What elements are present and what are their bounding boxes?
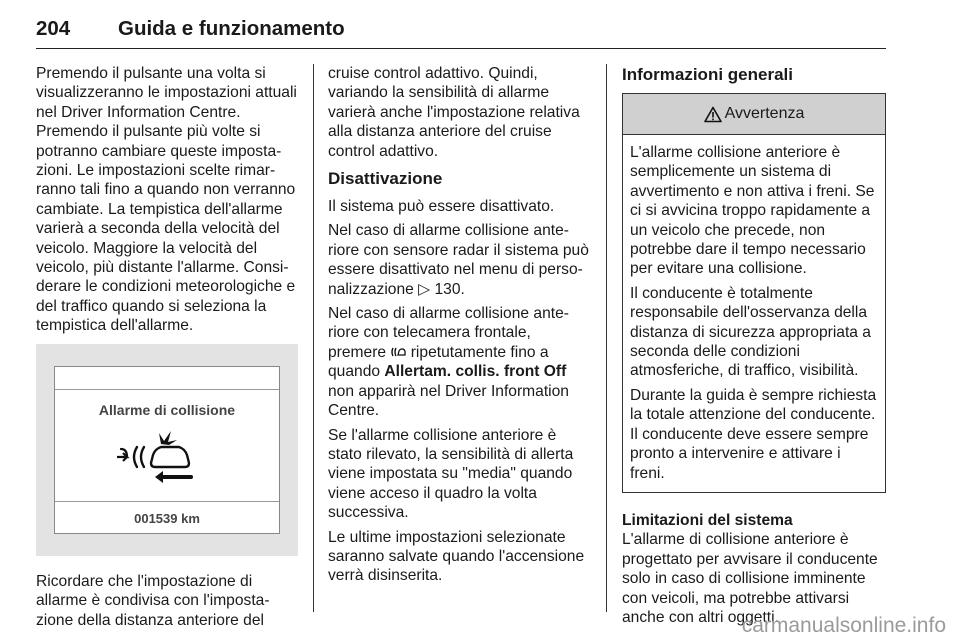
- display-divider: [55, 501, 279, 502]
- page-title: Guida e funzionamento: [118, 17, 345, 40]
- column-divider: [313, 64, 314, 612]
- page-header: [36, 14, 886, 49]
- paragraph: [328, 221, 592, 299]
- paragraph: Durante la guida è sempre richiesta la totale attenzione del conducente. Il conducente deve essere sempre pronto a intervenire e attivare i freni.: [630, 386, 877, 482]
- paragraph: L'allarme di collisione anteriore è progettato per avvisare il conducente solo in caso di collisione imminente con veicoli, ma potrebbe attivarsi anche con altri oggetti.: [622, 531, 878, 626]
- collision-alert-icon: [115, 427, 215, 494]
- paragraph-text: Nel caso di allarme collisione anteriore con telecamera frontale, premere: [328, 305, 569, 361]
- paragraph: Se l'allarme collisione anteriore è stato rilevato, la sensibilità di allerta viene impostata su "media" quando viene acceso il quadro la volta successiva.: [328, 426, 574, 522]
- warning-title: Avvertenza: [724, 105, 805, 123]
- warning-box: [622, 93, 886, 493]
- paragraph: Ricordare che l'impostazione di allarme è condivisa con l'impostazione della distanza anteriore del: [36, 572, 270, 629]
- column-divider: [606, 64, 607, 612]
- paragraph: cruise control adattivo. Quindi, variando la sensibilità di allarme varierà anche l'impostazione relativa alla distanza anteriore del cruise control adattivo.: [328, 65, 580, 160]
- menu-setting-name: Allertam. collis. front Off: [384, 363, 567, 381]
- collision-alert-figure: [36, 344, 298, 556]
- warning-body: [623, 135, 885, 492]
- odometer-reading: 001539 km: [134, 510, 200, 526]
- paragraph-text: non apparirà nel Driver Information Centre.: [328, 382, 569, 420]
- display-title: Allarme di collisione: [98, 401, 236, 418]
- page-number: 204: [36, 17, 71, 40]
- paragraph: L'allarme collisione anteriore è semplicemente un sistema di avvertimento e non attiva i freni. Se ci si avvicina troppo rapidamente a un veicolo che precede, non potrebbe dare il tempo necessario per evitare una collisione.: [630, 144, 875, 278]
- paragraph-text: Nel caso di allarme collisione anteriore con sensore radar il sistema può essere disattivato nel menu di personalizzazione: [328, 222, 589, 298]
- paragraph: Il sistema può essere disattivato.: [328, 198, 555, 216]
- paragraph-text: ripetutamente fino a quando: [328, 343, 549, 381]
- warning-triangle-icon: [704, 106, 722, 123]
- driver-info-display: [54, 366, 280, 534]
- column-1: [36, 64, 298, 635]
- column-3: [622, 64, 886, 632]
- subsection-heading: Limitazioni del sistema: [622, 511, 793, 529]
- section-heading: Disattivazione: [328, 169, 443, 189]
- section-heading: Informazioni generali: [622, 65, 793, 84]
- display-divider: [55, 389, 279, 390]
- page-reference: 130.: [434, 280, 465, 298]
- collision-sensitivity-icon: [390, 344, 406, 361]
- paragraph: Le ultime impostazioni selezionate saranno salvate quando l'accensione verrà disinserita.: [328, 528, 585, 585]
- watermark: carmanualsonline.info: [741, 614, 946, 637]
- paragraph: [328, 304, 592, 420]
- column-2: [328, 64, 592, 591]
- warning-header: [623, 94, 885, 135]
- page-reference-icon: ▷: [418, 280, 435, 298]
- paragraph: Il conducente è totalmente responsabile dell'osservanza della distanza di sicurezza appropriata a seconda delle condizioni atmosferiche, di traffico, visibilità.: [630, 284, 871, 380]
- paragraph: Premendo il pulsante una volta si visualizzeranno le impostazioni attuali nel Driver Information Centre. Premendo il pulsante più volte si potranno cambiare queste impostazioni. Le impostazioni scelte rimarranno tali fino a quando non verranno cambiate. La tempistica dell'allarme varierà a seconda della velocità del veicolo. Maggiore la velocità del veicolo, più distante l'allarme. Considerare le condizioni meteorologiche e del traffico quando si seleziona la tempistica dell'allarme.: [36, 65, 297, 335]
